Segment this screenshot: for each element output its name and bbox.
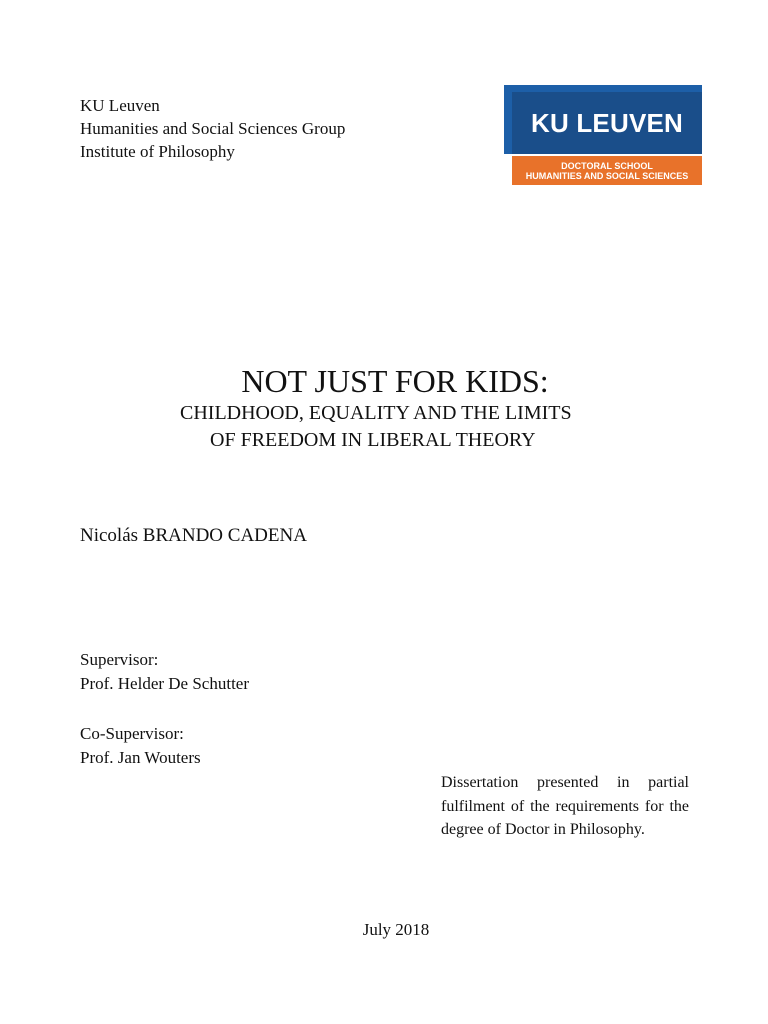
supervisor-label: Supervisor: [80, 650, 159, 669]
author-name: Nicolás BRANDO CADENA [80, 525, 307, 546]
supervisor-name: Prof. Helder De Schutter [80, 674, 250, 693]
cosupervisor-label: Co-Supervisor: [80, 724, 184, 743]
university-name: KU Leuven [80, 96, 160, 115]
dissertation-title: NOT JUST FOR KIDS: [241, 363, 549, 399]
dissertation-note: Dissertation presented in partial fulfilment of the requirements for the degree of Doctor in Philosophy. [441, 774, 689, 838]
submission-date: July 2018 [362, 920, 430, 939]
logo-name: KU LEUVEN [530, 107, 684, 138]
institute-name: Institute of Philosophy [80, 142, 235, 161]
cosupervisor-name: Prof. Jan Wouters [80, 748, 201, 767]
group-name: Humanities and Social Sciences Group [80, 119, 346, 138]
dissertation-subtitle-line1: CHILDHOOD, EQUALITY AND THE LIMITS [180, 402, 572, 424]
logo-top-panel [504, 85, 702, 154]
affiliation-block [80, 94, 345, 163]
logo-subtitle-panel [512, 156, 702, 185]
logo-line2: HUMANITIES AND SOCIAL SCIENCES [525, 170, 689, 181]
ku-leuven-logo [504, 85, 702, 185]
logo-line1: DOCTORAL SCHOOL [561, 160, 653, 171]
dissertation-subtitle-line2: OF FREEDOM IN LIBERAL THEORY [210, 429, 536, 451]
logo-name-panel [512, 92, 702, 154]
